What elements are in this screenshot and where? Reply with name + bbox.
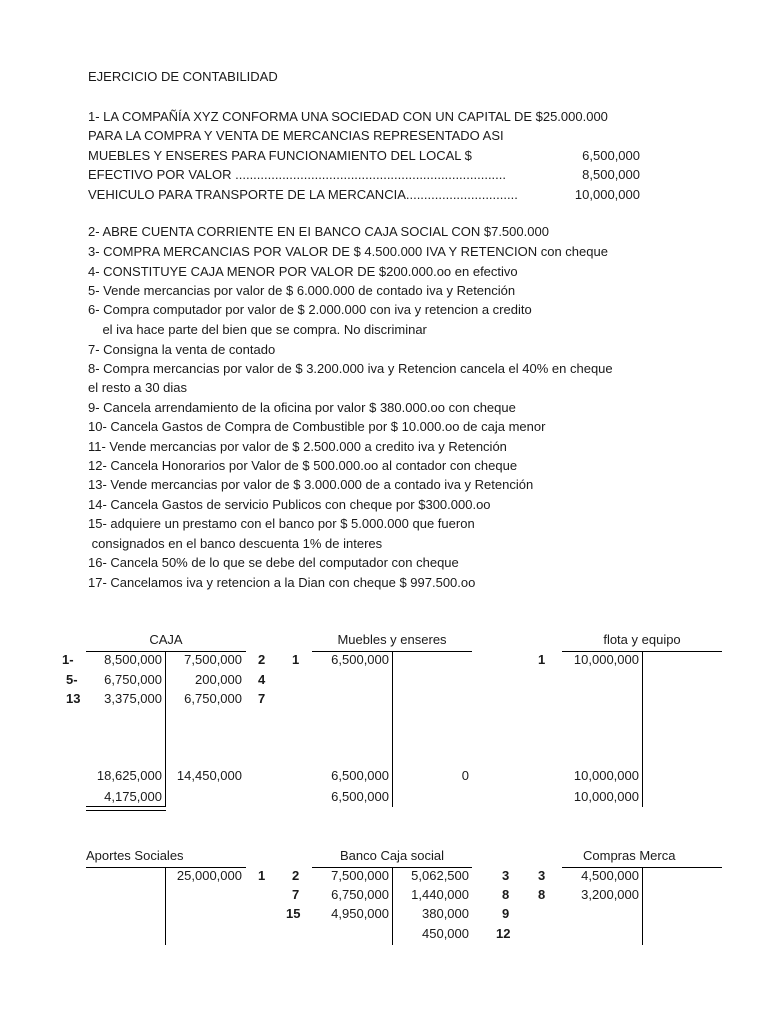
entry-ref: 15 (286, 906, 301, 921)
t-account-title: CAJA (149, 632, 183, 647)
item-line: consignados en el banco descuenta 1% de interes (88, 536, 383, 551)
item-1-row-label: MUEBLES Y ENSERES PARA FUNCIONAMIENTO DEL LOCAL $ (88, 148, 472, 163)
t-account-center-rule (165, 651, 166, 807)
item-1-row-amount: 8,500,000 (582, 167, 640, 182)
total-credit: 0 (461, 768, 469, 783)
entry-ref: 1 (258, 868, 266, 883)
item-line: 9- Cancela arrendamiento de la oficina por valor $ 380.000.oo con cheque (88, 400, 516, 415)
entry-ref: 12 (496, 926, 511, 941)
debit-amount: 3,375,000 (104, 691, 162, 706)
entry-ref: 2 (258, 652, 266, 667)
debit-amount: 7,500,000 (331, 868, 389, 883)
total-credit: 14,450,000 (176, 768, 242, 783)
debit-amount: 4,500,000 (581, 868, 639, 883)
item-line: 5- Vende mercancias por valor de $ 6.000.000 de contado iva y Retención (88, 283, 516, 298)
t-account-title: Banco Caja social (339, 848, 445, 863)
item-line: 15- adquiere un prestamo con el banco por $ 5.000.000 que fueron (88, 516, 475, 531)
debit-amount: 6,500,000 (331, 652, 389, 667)
entry-ref: 4 (258, 672, 266, 687)
t-account-title: Aportes Sociales (86, 848, 184, 863)
t-account-center-rule (165, 867, 166, 945)
t-account-center-rule (392, 651, 393, 807)
debit-amount: 8,500,000 (104, 652, 162, 667)
entry-ref: 8 (538, 887, 546, 902)
balance-double-rule (86, 806, 166, 811)
item-line: 7- Consigna la venta de contado (88, 342, 276, 357)
item-line: 11- Vende mercancias por valor de $ 2.500.000 a credito iva y Retención (88, 439, 507, 454)
page-title: EJERCICIO DE CONTABILIDAD (88, 69, 278, 84)
item-line: 6- Compra computador por valor de $ 2.000.000 con iva y retencion a credito (88, 302, 532, 317)
t-account-title: Compras Merca (583, 848, 676, 863)
credit-amount: 6,750,000 (184, 691, 242, 706)
credit-amount: 380,000 (422, 906, 469, 921)
entry-ref: 7 (258, 691, 266, 706)
t-account-title: flota y equipo (603, 632, 681, 647)
item-1-row-label: EFECTIVO POR VALOR ........................................................................... (88, 167, 507, 182)
item-line: 10- Cancela Gastos de Compra de Combustible por $ 10.000.oo de caja menor (88, 419, 546, 434)
t-account-center-rule (642, 867, 643, 945)
item-line: 2- ABRE CUENTA CORRIENTE EN EI BANCO CAJA SOCIAL CON $7.500.000 (88, 224, 549, 239)
entry-ref: 5- (66, 672, 78, 687)
item-line: 3- COMPRA MERCANCIAS POR VALOR DE $ 4.500.000 IVA Y RETENCION con cheque (88, 244, 608, 259)
t-account-center-rule (642, 651, 643, 807)
item-line: 13- Vende mercancias por valor de $ 3.000.000 de a contado iva y Retención (88, 477, 534, 492)
item-1-row-amount: 10,000,000 (574, 187, 640, 202)
debit-amount: 6,750,000 (104, 672, 162, 687)
entry-ref: 1 (292, 652, 300, 667)
item-line: 16- Cancela 50% de lo que se debe del computador con cheque (88, 555, 459, 570)
entry-ref: 13 (66, 691, 81, 706)
credit-amount: 1,440,000 (411, 887, 469, 902)
total-debit: 10,000,000 (573, 768, 639, 783)
entry-ref: 9 (502, 906, 510, 921)
item-line: el iva hace parte del bien que se compra. No discriminar (88, 322, 427, 337)
total-debit: 6,500,000 (331, 768, 389, 783)
item-1-row-label: VEHICULO PARA TRANSPORTE DE LA MERCANCIA............................... (88, 187, 518, 202)
balance: 10,000,000 (573, 789, 639, 804)
item-line: 4- CONSTITUYE CAJA MENOR POR VALOR DE $200.000.oo en efectivo (88, 264, 518, 279)
item-1-line-2: PARA LA COMPRA Y VENTA DE MERCANCIAS REPRESENTADO ASI (88, 128, 504, 143)
debit-amount: 10,000,000 (573, 652, 639, 667)
t-account-title: Muebles y enseres (337, 632, 447, 647)
item-1-row-amount: 6,500,000 (582, 148, 640, 163)
item-1-line-1: 1- LA COMPAÑÍA XYZ CONFORMA UNA SOCIEDAD CON UN CAPITAL DE $25.000.000 (88, 109, 608, 124)
balance: 4,175,000 (104, 789, 162, 804)
t-account-center-rule (392, 867, 393, 945)
credit-amount: 450,000 (422, 926, 469, 941)
entry-ref: 3 (502, 868, 510, 883)
total-debit: 18,625,000 (96, 768, 162, 783)
balance: 6,500,000 (331, 789, 389, 804)
entry-ref: 8 (502, 887, 510, 902)
credit-amount: 7,500,000 (184, 652, 242, 667)
credit-amount: 5,062,500 (411, 868, 469, 883)
credit-amount: 200,000 (195, 672, 242, 687)
debit-amount: 4,950,000 (331, 906, 389, 921)
entry-ref: 2 (292, 868, 300, 883)
entry-ref: 1- (62, 652, 74, 667)
item-line: el resto a 30 dias (88, 380, 188, 395)
debit-amount: 3,200,000 (581, 887, 639, 902)
debit-amount: 6,750,000 (331, 887, 389, 902)
item-line: 12- Cancela Honorarios por Valor de $ 500.000.oo al contador con cheque (88, 458, 518, 473)
entry-ref: 1 (538, 652, 546, 667)
item-line: 14- Cancela Gastos de servicio Publicos con cheque por $300.000.oo (88, 497, 491, 512)
item-line: 17- Cancelamos iva y retencion a la Dian con cheque $ 997.500.oo (88, 575, 476, 590)
item-line: 8- Compra mercancias por valor de $ 3.200.000 iva y Retencion cancela el 40% en cheque (88, 361, 613, 376)
entry-ref: 3 (538, 868, 546, 883)
entry-ref: 7 (292, 887, 300, 902)
credit-amount: 25,000,000 (176, 868, 242, 883)
